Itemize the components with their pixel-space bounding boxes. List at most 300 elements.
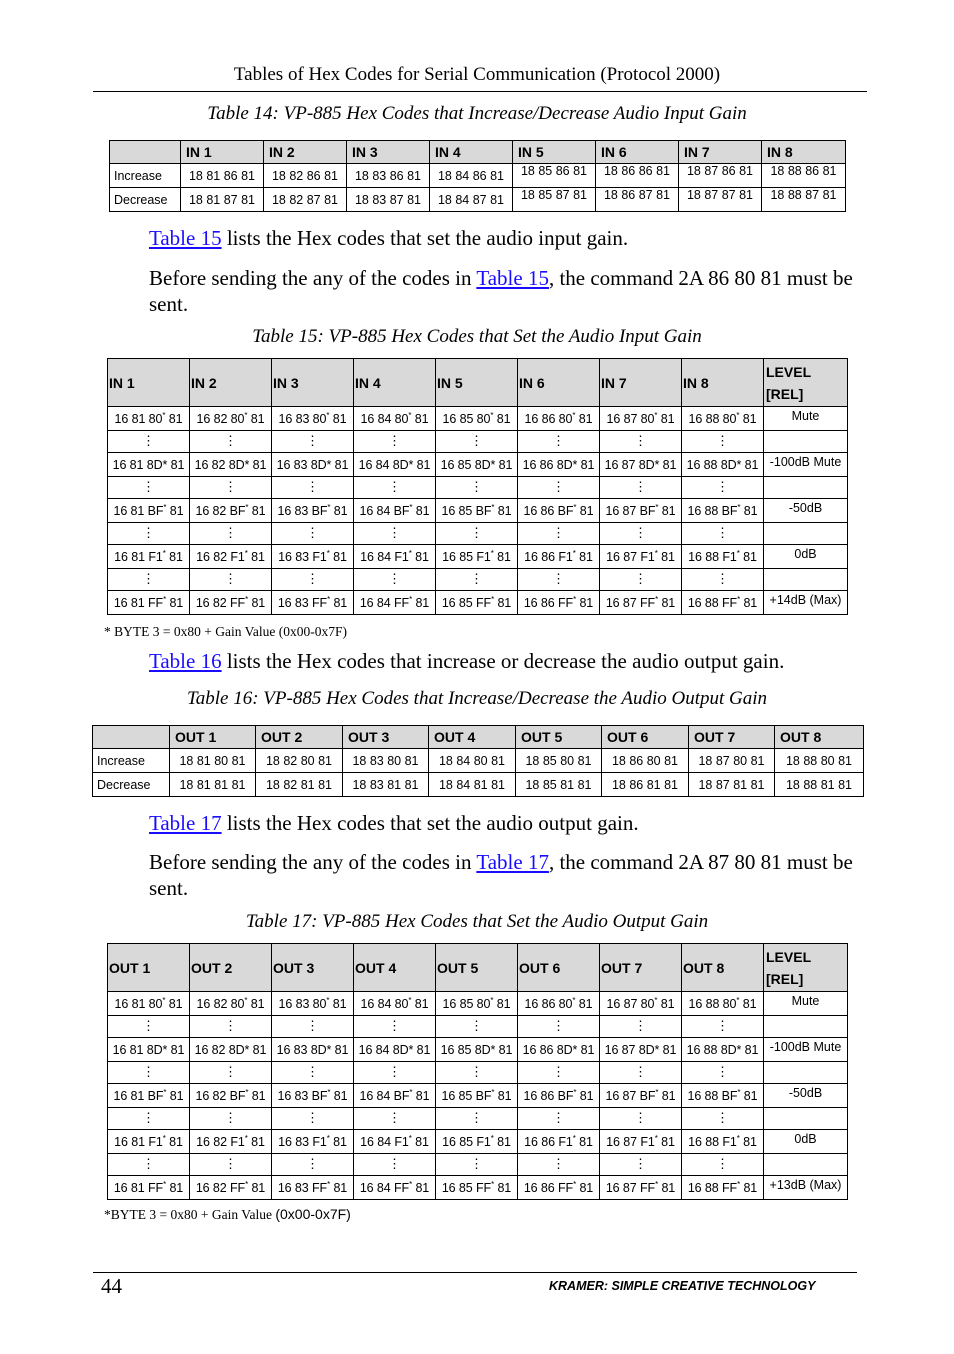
vertical-ellipsis-icon: ⋮ (436, 1062, 518, 1084)
vertical-ellipsis-icon: ⋮ (272, 523, 354, 545)
paragraph-table16-intro (149, 648, 859, 674)
footnote-star: * (162, 410, 166, 420)
table17-hex-cell (108, 1176, 190, 1200)
table17-gain-row (108, 1038, 848, 1062)
table17-link[interactable]: Table 17 (476, 850, 549, 874)
footnote-star: * (736, 1133, 740, 1143)
vertical-ellipsis-icon: ⋮ (518, 1154, 600, 1176)
footnote-star: * (490, 1133, 494, 1143)
hex-bytes: 16 87 FF (605, 595, 656, 610)
vertical-ellipsis-icon: ⋮ (272, 1016, 354, 1038)
footnote-star: * (245, 594, 249, 604)
table16-hex-cell: 18 85 80 81 (516, 749, 602, 773)
table16-row-label: Decrease (93, 773, 170, 797)
table17-hex-cell (354, 1176, 436, 1200)
table15-hex-cell (518, 545, 600, 569)
footnote-star: * (736, 548, 740, 558)
hex-last-byte: 81 (575, 996, 593, 1011)
hex-bytes: 16 83 80 (278, 996, 327, 1011)
hex-bytes: 16 83 F1 (278, 549, 327, 564)
table17-hex-cell (190, 1130, 272, 1154)
table17-level-cell: 0dB (764, 1130, 848, 1154)
vertical-ellipsis-icon: ⋮ (190, 1108, 272, 1130)
table14-hex-cell: 18 81 87 81 (181, 188, 264, 212)
vertical-ellipsis-icon: ⋮ (354, 1062, 436, 1084)
vertical-ellipsis-icon: ⋮ (518, 1108, 600, 1130)
table17-hex-cell (682, 1130, 764, 1154)
vertical-ellipsis-icon: ⋮ (518, 1016, 600, 1038)
hex-last-byte: 81 (494, 1088, 512, 1103)
footnote-star: * (490, 410, 494, 420)
hex-bytes: 16 83 FF (277, 1180, 328, 1195)
table17-level-cell: Mute (764, 992, 848, 1016)
hex-last-byte: 81 (248, 595, 266, 610)
table14-hex-cell: 18 85 87 81 (513, 188, 596, 212)
hex-bytes: 16 85 80 (442, 411, 491, 426)
table15-hex-cell (682, 545, 764, 569)
table14-col-header: IN 3 (347, 141, 430, 164)
vertical-ellipsis-icon: ⋮ (682, 1016, 764, 1038)
table16-col-header: OUT 8 (775, 726, 864, 749)
hex-last-byte: 81 (329, 411, 347, 426)
table15-hex-cell (600, 499, 682, 523)
table14-row-label: Decrease (110, 188, 181, 212)
footnote-star: * (572, 995, 576, 1005)
footnote-star: * (655, 1087, 659, 1097)
vertical-ellipsis-icon: ⋮ (272, 1062, 354, 1084)
table15-hex-cell (272, 499, 354, 523)
vertical-ellipsis-icon: ⋮ (600, 1062, 682, 1084)
table17-hex-cell: 16 83 8D* 81 (272, 1038, 354, 1062)
table15-hex-cell (272, 591, 354, 615)
hex-bytes: 16 87 80 (606, 996, 655, 1011)
hex-bytes: 16 85 FF (441, 1180, 492, 1195)
hex-last-byte: 81 (657, 996, 675, 1011)
table15-hex-cell (436, 591, 518, 615)
table17-hex-cell: 16 88 8D* 81 (682, 1038, 764, 1062)
table17-hex-cell (600, 1130, 682, 1154)
hex-bytes: 16 85 F1 (442, 1134, 491, 1149)
footnote-star: * (162, 548, 166, 558)
paragraph-text: , the command 2A 87 80 81 must be sent. (149, 850, 853, 900)
table17-level-cell: +13dB (Max) (764, 1176, 848, 1200)
table15-hex-cell (682, 499, 764, 523)
hex-last-byte: 81 (166, 595, 184, 610)
table17-hex-cell (436, 1084, 518, 1108)
vertical-ellipsis-icon: ⋮ (190, 569, 272, 591)
table17-level-cell: -50dB (764, 1084, 848, 1108)
hex-last-byte: 81 (658, 503, 676, 518)
table15-gain-row (108, 407, 848, 431)
hex-bytes: 16 87 F1 (606, 549, 655, 564)
footnote-star: * (326, 1133, 330, 1143)
table17-col-header: OUT 7 (600, 944, 682, 992)
footnote-star: * (244, 548, 248, 558)
vertical-ellipsis-icon: ⋮ (600, 1154, 682, 1176)
vertical-ellipsis-icon: ⋮ (600, 431, 682, 453)
vertical-ellipsis-icon: ⋮ (682, 431, 764, 453)
hex-last-byte: 81 (576, 503, 594, 518)
vertical-ellipsis-icon: ⋮ (108, 431, 190, 453)
table15-hex-cell (272, 545, 354, 569)
table15-col-header: IN 6 (518, 359, 600, 407)
hex-bytes: 16 86 F1 (524, 1134, 573, 1149)
hex-bytes: 16 83 80 (278, 411, 327, 426)
header-rule (93, 91, 867, 92)
table17-hex-cell (600, 1084, 682, 1108)
table17-hex-cell (108, 1084, 190, 1108)
hex-bytes: 16 81 80 (114, 411, 163, 426)
table15-ellipsis-row (108, 523, 848, 545)
footnote-star: * (491, 1179, 495, 1189)
hex-last-byte: 81 (330, 595, 348, 610)
footnote-star: * (737, 502, 741, 512)
table16-hex-cell: 18 83 81 81 (343, 773, 429, 797)
table15-hex-cell (436, 499, 518, 523)
hex-bytes: 16 84 BF (359, 503, 410, 518)
vertical-ellipsis-icon: ⋮ (436, 1108, 518, 1130)
table14-hex-cell: 18 86 87 81 (596, 188, 679, 212)
table15-level-cell-empty (764, 431, 848, 453)
vertical-ellipsis-icon: ⋮ (436, 1154, 518, 1176)
table16-hex-cell: 18 81 81 81 (170, 773, 256, 797)
table14-header-row (110, 141, 846, 164)
hex-bytes: 16 84 F1 (360, 1134, 409, 1149)
table16-hex-cell: 18 84 81 81 (429, 773, 516, 797)
hex-bytes: 16 83 BF (277, 503, 328, 518)
table16-row-label: Increase (93, 749, 170, 773)
table14-row-decrease (110, 188, 846, 212)
table15-link[interactable]: Table 15 (476, 266, 549, 290)
hex-bytes: 16 85 80 (442, 996, 491, 1011)
table15-col-header: IN 8 (682, 359, 764, 407)
hex-bytes: 16 82 BF (195, 503, 246, 518)
table16-row-decrease (93, 773, 864, 797)
hex-last-byte: 81 (740, 503, 758, 518)
footnote-star: * (408, 410, 412, 420)
table15-level-cell-empty (764, 477, 848, 499)
table15-ellipsis-row (108, 569, 848, 591)
hex-bytes: 16 81 F1 (114, 549, 163, 564)
hex-last-byte: 81 (166, 1180, 184, 1195)
hex-bytes: 16 88 BF (687, 1088, 738, 1103)
table16-hex-cell: 18 86 81 81 (602, 773, 689, 797)
vertical-ellipsis-icon: ⋮ (600, 477, 682, 499)
vertical-ellipsis-icon: ⋮ (108, 523, 190, 545)
table15-link[interactable]: Table 15 (149, 226, 222, 250)
hex-bytes: 16 82 F1 (196, 1134, 245, 1149)
vertical-ellipsis-icon: ⋮ (108, 1154, 190, 1176)
hex-last-byte: 81 (412, 595, 430, 610)
footnote-star: * (326, 995, 330, 1005)
table16-col-header: OUT 2 (256, 726, 343, 749)
hex-bytes: 16 82 FF (195, 595, 246, 610)
footnote-star: * (491, 502, 495, 512)
hex-bytes: 16 86 80 (524, 411, 573, 426)
hex-last-byte: 81 (740, 1180, 758, 1195)
table14-hex-cell: 18 82 86 81 (264, 164, 347, 188)
table14 (109, 140, 846, 212)
table14-col-header: IN 1 (181, 141, 264, 164)
table15-level-cell: -100dB Mute (764, 453, 848, 477)
hex-bytes: 16 81 80 (114, 996, 163, 1011)
hex-last-byte: 81 (411, 411, 429, 426)
table14-hex-cell: 18 87 87 81 (679, 188, 762, 212)
hex-bytes: 16 85 BF (441, 1088, 492, 1103)
vertical-ellipsis-icon: ⋮ (108, 477, 190, 499)
table17-link[interactable]: Table 17 (149, 811, 222, 835)
table15-level-cell-empty (764, 523, 848, 545)
table17-hex-cell (190, 1176, 272, 1200)
footnote-star: * (737, 1179, 741, 1189)
vertical-ellipsis-icon: ⋮ (108, 569, 190, 591)
footnote-star: * (408, 548, 412, 558)
vertical-ellipsis-icon: ⋮ (600, 1016, 682, 1038)
table17-col-header: OUT 4 (354, 944, 436, 992)
table17-col-header: OUT 2 (190, 944, 272, 992)
table15-gain-row (108, 591, 848, 615)
table17-col-header: OUT 3 (272, 944, 354, 992)
hex-last-byte: 81 (412, 1088, 430, 1103)
table15-hex-cell (682, 407, 764, 431)
table17-hex-cell: 16 85 8D* 81 (436, 1038, 518, 1062)
footnote-text: *BYTE 3 = 0x80 + Gain Value (104, 1207, 276, 1222)
table14-hex-cell: 18 87 86 81 (679, 164, 762, 188)
footnote-star: * (491, 1087, 495, 1097)
hex-last-byte: 81 (576, 1180, 594, 1195)
vertical-ellipsis-icon: ⋮ (108, 1108, 190, 1130)
hex-bytes: 16 86 80 (524, 996, 573, 1011)
footnote-star: * (736, 410, 740, 420)
hex-bytes: 16 81 FF (113, 595, 164, 610)
footnote-star: * (163, 1179, 167, 1189)
table15-gain-row (108, 453, 848, 477)
paragraph-text: lists the Hex codes that set the audio output gain. (221, 811, 639, 835)
vertical-ellipsis-icon: ⋮ (190, 1016, 272, 1038)
footnote-star: * (654, 410, 658, 420)
hex-last-byte: 81 (329, 1134, 347, 1149)
table16-col-header: OUT 7 (689, 726, 775, 749)
footnote-star: * (327, 1087, 331, 1097)
hex-last-byte: 81 (165, 1134, 183, 1149)
level-header-line: [REL] (766, 970, 804, 987)
hex-last-byte: 81 (575, 411, 593, 426)
footnote-star: * (572, 410, 576, 420)
table17-level-cell: -100dB Mute (764, 1038, 848, 1062)
hex-bytes: 16 81 F1 (114, 1134, 163, 1149)
table15 (107, 358, 848, 615)
table14-col-header: IN 6 (596, 141, 679, 164)
table16-link[interactable]: Table 16 (149, 649, 222, 673)
table15-hex-cell: 16 86 8D* 81 (518, 453, 600, 477)
table17-ellipsis-row (108, 1016, 848, 1038)
paragraph-text: lists the Hex codes that set the audio input gain. (221, 226, 629, 250)
table15-ellipsis-row (108, 431, 848, 453)
hex-bytes: 16 85 F1 (442, 549, 491, 564)
hex-last-byte: 81 (330, 1180, 348, 1195)
table17-gain-row (108, 1176, 848, 1200)
vertical-ellipsis-icon: ⋮ (682, 1154, 764, 1176)
footnote-star: * (326, 410, 330, 420)
footnote-star: * (491, 594, 495, 604)
table15-hex-cell (518, 407, 600, 431)
hex-last-byte: 81 (576, 1088, 594, 1103)
paragraph-table17-command (149, 849, 859, 901)
table17-hex-cell (518, 992, 600, 1016)
table14-col-header: IN 2 (264, 141, 347, 164)
table16-hex-cell: 18 82 80 81 (256, 749, 343, 773)
table17-hex-cell: 16 84 8D* 81 (354, 1038, 436, 1062)
vertical-ellipsis-icon: ⋮ (272, 569, 354, 591)
table16-col-header: OUT 6 (602, 726, 689, 749)
hex-last-byte: 81 (248, 1088, 266, 1103)
table15-hex-cell (272, 407, 354, 431)
hex-last-byte: 81 (411, 549, 429, 564)
footnote-star: * (737, 594, 741, 604)
table16-hex-cell: 18 88 81 81 (775, 773, 864, 797)
hex-last-byte: 81 (330, 1088, 348, 1103)
table17-hex-cell: 16 82 8D* 81 (190, 1038, 272, 1062)
hex-bytes: 16 81 BF (113, 1088, 164, 1103)
hex-bytes: 16 87 BF (605, 503, 656, 518)
hex-last-byte: 81 (248, 1180, 266, 1195)
table15-level-cell: Mute (764, 407, 848, 431)
vertical-ellipsis-icon: ⋮ (272, 477, 354, 499)
table16-hex-cell: 18 88 80 81 (775, 749, 864, 773)
vertical-ellipsis-icon: ⋮ (108, 1062, 190, 1084)
table17-level-cell-empty (764, 1154, 848, 1176)
hex-last-byte: 81 (493, 549, 511, 564)
hex-last-byte: 81 (247, 1134, 265, 1149)
vertical-ellipsis-icon: ⋮ (682, 1062, 764, 1084)
table14-col-header: IN 4 (430, 141, 513, 164)
footnote-star: * (244, 410, 248, 420)
table17-hex-cell (272, 1130, 354, 1154)
table17-col-header: OUT 6 (518, 944, 600, 992)
table17-hex-cell (354, 1084, 436, 1108)
vertical-ellipsis-icon: ⋮ (272, 1108, 354, 1130)
vertical-ellipsis-icon: ⋮ (518, 569, 600, 591)
hex-bytes: 16 82 80 (196, 996, 245, 1011)
table17-hex-cell (682, 1084, 764, 1108)
table17-hex-cell (190, 1084, 272, 1108)
footnote-star: * (162, 995, 166, 1005)
table16-hex-cell: 18 87 81 81 (689, 773, 775, 797)
hex-bytes: 16 83 FF (277, 595, 328, 610)
table17-level-header (764, 944, 848, 992)
vertical-ellipsis-icon: ⋮ (682, 523, 764, 545)
table15-gain-row (108, 499, 848, 523)
hex-last-byte: 81 (247, 411, 265, 426)
running-header: Tables of Hex Codes for Serial Communication (Protocol 2000) (233, 64, 721, 85)
level-header-line: LEVEL (766, 948, 812, 965)
table15-hex-cell (600, 545, 682, 569)
vertical-ellipsis-icon: ⋮ (600, 1108, 682, 1130)
hex-bytes: 16 86 FF (523, 1180, 574, 1195)
table15-level-cell: +14dB (Max) (764, 591, 848, 615)
vertical-ellipsis-icon: ⋮ (436, 477, 518, 499)
hex-last-byte: 81 (493, 996, 511, 1011)
hex-last-byte: 81 (411, 996, 429, 1011)
footnote-star: * (490, 995, 494, 1005)
hex-last-byte: 81 (494, 595, 512, 610)
hex-bytes: 16 87 FF (605, 1180, 656, 1195)
vertical-ellipsis-icon: ⋮ (190, 523, 272, 545)
hex-bytes: 16 84 FF (359, 1180, 410, 1195)
page-number: 44 (101, 1274, 122, 1298)
hex-bytes: 16 85 BF (441, 503, 492, 518)
table16-hex-cell: 18 86 80 81 (602, 749, 689, 773)
table14-col-header (110, 141, 181, 164)
table16-col-header: OUT 3 (343, 726, 429, 749)
table16-hex-cell: 18 83 80 81 (343, 749, 429, 773)
vertical-ellipsis-icon: ⋮ (518, 477, 600, 499)
table15-header-row (108, 359, 848, 407)
hex-last-byte: 81 (576, 595, 594, 610)
hex-last-byte: 81 (739, 1134, 757, 1149)
vertical-ellipsis-icon: ⋮ (436, 1016, 518, 1038)
footnote-star: * (737, 1087, 741, 1097)
table14-hex-cell: 18 86 86 81 (596, 164, 679, 188)
hex-last-byte: 81 (739, 996, 757, 1011)
hex-bytes: 16 84 80 (360, 411, 409, 426)
footnote-star: * (655, 1179, 659, 1189)
footnote-star: * (163, 594, 167, 604)
footnote-star: * (490, 548, 494, 558)
vertical-ellipsis-icon: ⋮ (272, 431, 354, 453)
table15-gain-row (108, 545, 848, 569)
vertical-ellipsis-icon: ⋮ (600, 523, 682, 545)
footnote-star: * (409, 1087, 413, 1097)
table15-hex-cell (436, 407, 518, 431)
hex-bytes: 16 84 F1 (360, 549, 409, 564)
vertical-ellipsis-icon: ⋮ (272, 1154, 354, 1176)
table14-hex-cell: 18 83 86 81 (347, 164, 430, 188)
table16-caption: Table 16: VP-885 Hex Codes that Increase/Decrease the Audio Output Gain (186, 688, 768, 709)
hex-bytes: 16 87 80 (606, 411, 655, 426)
paragraph-text: lists the Hex codes that increase or decrease the audio output gain. (221, 649, 785, 673)
table17-hex-cell (518, 1084, 600, 1108)
table15-hex-cell (108, 499, 190, 523)
table14-hex-cell: 18 84 86 81 (430, 164, 513, 188)
hex-last-byte: 81 (493, 411, 511, 426)
table17-hex-cell (354, 1130, 436, 1154)
hex-bytes: 16 88 F1 (688, 1134, 737, 1149)
table17-hex-cell (272, 1084, 354, 1108)
table17-col-header: OUT 8 (682, 944, 764, 992)
table15-hex-cell: 16 88 8D* 81 (682, 453, 764, 477)
table16-col-header: OUT 5 (516, 726, 602, 749)
table15-hex-cell: 16 81 8D* 81 (108, 453, 190, 477)
hex-last-byte: 81 (740, 1088, 758, 1103)
hex-bytes: 16 82 FF (195, 1180, 246, 1195)
vertical-ellipsis-icon: ⋮ (190, 1062, 272, 1084)
hex-last-byte: 81 (658, 1180, 676, 1195)
footnote-star: * (326, 548, 330, 558)
table14-row-label: Increase (110, 164, 181, 188)
vertical-ellipsis-icon: ⋮ (354, 569, 436, 591)
footnote-star: * (327, 1179, 331, 1189)
hex-last-byte: 81 (247, 996, 265, 1011)
hex-last-byte: 81 (165, 996, 183, 1011)
footnote-star: * (736, 995, 740, 1005)
table16 (92, 725, 864, 797)
table17-gain-row (108, 1084, 848, 1108)
vertical-ellipsis-icon: ⋮ (108, 1016, 190, 1038)
table15-hex-cell (436, 545, 518, 569)
level-header-line: [REL] (766, 385, 804, 402)
hex-bytes: 16 88 FF (687, 595, 738, 610)
